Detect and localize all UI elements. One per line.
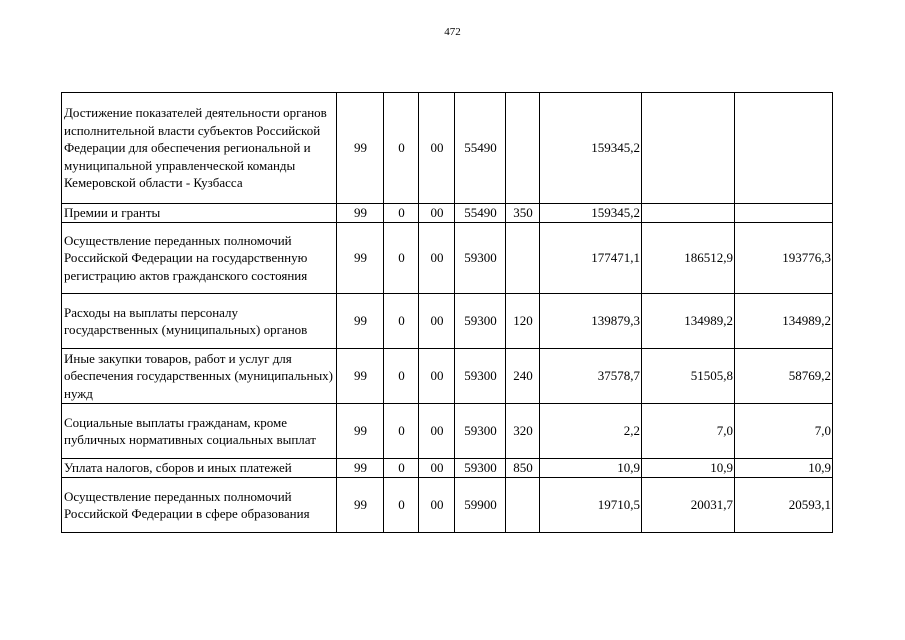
subsection-code: 00 (419, 404, 455, 459)
table-row (62, 404, 833, 459)
row-name: Премии и гранты (62, 204, 337, 223)
amount-year-1: 37578,7 (540, 349, 642, 404)
amount-year-2: 51505,8 (642, 349, 735, 404)
expense-type-code: 240 (506, 349, 540, 404)
amount-year-3: 20593,1 (735, 478, 833, 533)
amount-year-3: 10,9 (735, 459, 833, 478)
ministry-code: 99 (337, 204, 384, 223)
ministry-code: 99 (337, 459, 384, 478)
amount-year-3: 7,0 (735, 404, 833, 459)
amount-year-2 (642, 204, 735, 223)
expense-type-code (506, 93, 540, 204)
target-code: 59300 (455, 459, 506, 478)
row-name: Осуществление переданных полномочий Российской Федерации в сфере образования (62, 478, 337, 533)
table-row (62, 223, 833, 294)
expense-type-code: 320 (506, 404, 540, 459)
section-code: 0 (384, 478, 419, 533)
subsection-code: 00 (419, 349, 455, 404)
amount-year-2: 10,9 (642, 459, 735, 478)
amount-year-1: 2,2 (540, 404, 642, 459)
expense-type-code: 850 (506, 459, 540, 478)
amount-year-1: 10,9 (540, 459, 642, 478)
amount-year-2: 134989,2 (642, 294, 735, 349)
ministry-code: 99 (337, 223, 384, 294)
section-code: 0 (384, 349, 419, 404)
section-code: 0 (384, 459, 419, 478)
subsection-code: 00 (419, 294, 455, 349)
expense-type-code (506, 478, 540, 533)
budget-table (61, 92, 833, 533)
target-code: 59300 (455, 404, 506, 459)
table-row (62, 349, 833, 404)
row-name: Достижение показателей деятельности органов исполнительной власти субъектов Российской Федерации для обеспечения региональной и муниципальной управленческой команды Кемеровской области - Кузбасса (62, 93, 337, 204)
row-name: Осуществление переданных полномочий Российской Федерации на государственную регистрацию актов гражданского состояния (62, 223, 337, 294)
target-code: 59300 (455, 294, 506, 349)
amount-year-3 (735, 204, 833, 223)
ministry-code: 99 (337, 294, 384, 349)
amount-year-3: 193776,3 (735, 223, 833, 294)
amount-year-1: 139879,3 (540, 294, 642, 349)
target-code: 55490 (455, 204, 506, 223)
amount-year-2: 20031,7 (642, 478, 735, 533)
subsection-code: 00 (419, 93, 455, 204)
subsection-code: 00 (419, 478, 455, 533)
ministry-code: 99 (337, 404, 384, 459)
amount-year-2: 7,0 (642, 404, 735, 459)
target-code: 59900 (455, 478, 506, 533)
section-code: 0 (384, 294, 419, 349)
row-name: Социальные выплаты гражданам, кроме публичных нормативных социальных выплат (62, 404, 337, 459)
page-number: 472 (444, 26, 461, 38)
table-row (62, 478, 833, 533)
amount-year-1: 159345,2 (540, 204, 642, 223)
ministry-code: 99 (337, 478, 384, 533)
amount-year-1: 177471,1 (540, 223, 642, 294)
subsection-code: 00 (419, 459, 455, 478)
subsection-code: 00 (419, 223, 455, 294)
amount-year-3: 58769,2 (735, 349, 833, 404)
amount-year-2 (642, 93, 735, 204)
row-name: Уплата налогов, сборов и иных платежей (62, 459, 337, 478)
row-name: Расходы на выплаты персоналу государственных (муниципальных) органов (62, 294, 337, 349)
target-code: 59300 (455, 349, 506, 404)
ministry-code: 99 (337, 93, 384, 204)
table-row (62, 294, 833, 349)
expense-type-code (506, 223, 540, 294)
section-code: 0 (384, 223, 419, 294)
amount-year-1: 19710,5 (540, 478, 642, 533)
table-row (62, 93, 833, 204)
amount-year-1: 159345,2 (540, 93, 642, 204)
expense-type-code: 350 (506, 204, 540, 223)
ministry-code: 99 (337, 349, 384, 404)
section-code: 0 (384, 404, 419, 459)
amount-year-3: 134989,2 (735, 294, 833, 349)
row-name: Иные закупки товаров, работ и услуг для обеспечения государственных (муниципальных) нужд (62, 349, 337, 404)
target-code: 59300 (455, 223, 506, 294)
target-code: 55490 (455, 93, 506, 204)
table-row (62, 459, 833, 478)
amount-year-2: 186512,9 (642, 223, 735, 294)
expense-type-code: 120 (506, 294, 540, 349)
amount-year-3 (735, 93, 833, 204)
subsection-code: 00 (419, 204, 455, 223)
table-row (62, 204, 833, 223)
section-code: 0 (384, 204, 419, 223)
section-code: 0 (384, 93, 419, 204)
